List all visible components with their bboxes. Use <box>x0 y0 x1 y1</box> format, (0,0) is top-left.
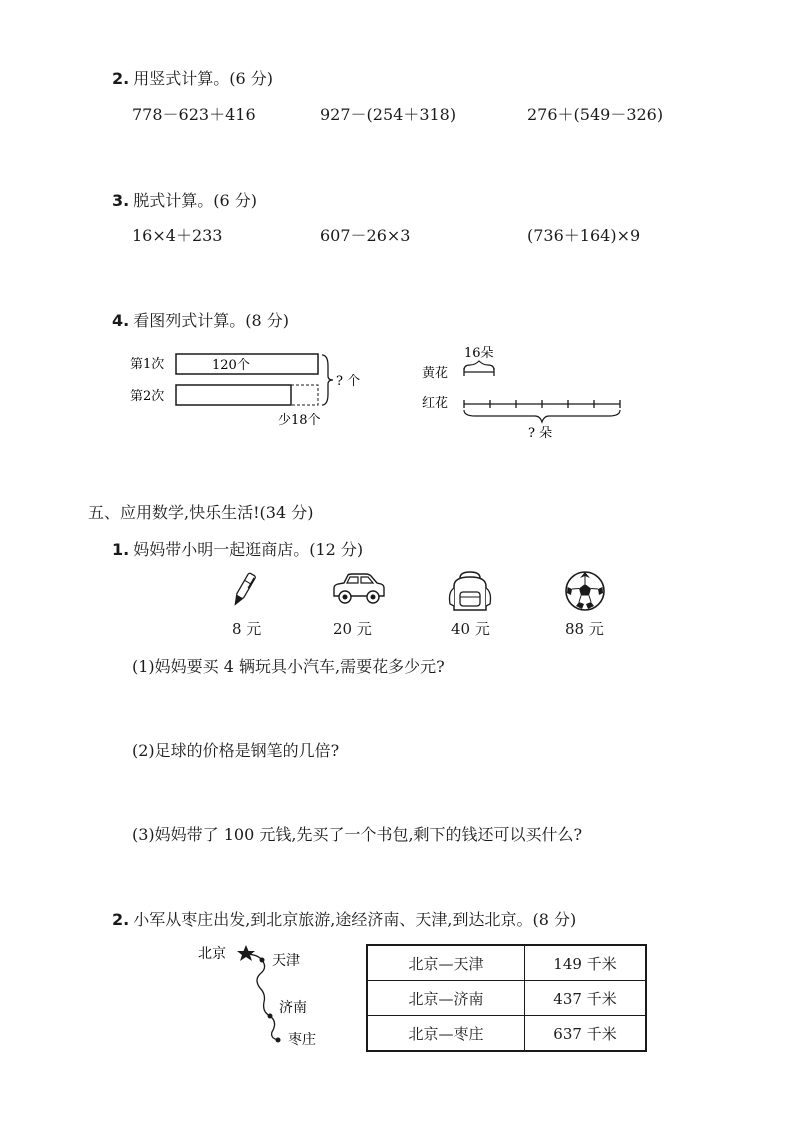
row2-label: 第2次 <box>130 389 165 404</box>
p2-heading <box>112 907 576 930</box>
p1-heading <box>112 537 363 560</box>
q2-expr-1: 778－623＋416 <box>132 105 256 124</box>
p2-title: 小军从枣庄出发,到北京旅游,途经济南、天津,到达北京。(8 分) <box>133 910 577 929</box>
section5-title: 五、应用数学,快乐生活!(34 分) <box>88 503 314 522</box>
car-price: 20 元 <box>333 620 372 638</box>
table-row <box>367 981 646 1016</box>
route-cell: 北京—天津 <box>367 945 525 981</box>
p1-sub-1: (1)妈妈要买 4 辆玩具小汽车,需要花多少元? <box>132 657 445 676</box>
less-label: 少18个 <box>278 413 321 428</box>
ball-price: 88 元 <box>565 620 604 638</box>
map-beijing-label: 北京 <box>198 946 226 962</box>
p1-number: 1. <box>112 540 130 559</box>
yellow-value: 16朵 <box>464 346 494 361</box>
pen-price: 8 元 <box>232 620 262 638</box>
zaozhuang-dot <box>276 1038 281 1043</box>
q4-heading <box>112 308 289 331</box>
red-label: 红花 <box>422 396 449 411</box>
map-jinan-label: 济南 <box>279 1000 307 1016</box>
q4-bar-diagram <box>128 348 378 433</box>
p1-sub-3: (3)妈妈带了 100 元钱,先买了一个书包,剩下的钱还可以买什么? <box>132 825 583 844</box>
q4-title: 看图列式计算。(8 分) <box>133 311 289 330</box>
route-map <box>196 940 346 1052</box>
q4-segment-diagram <box>420 340 630 445</box>
q2-expr-2: 927－(254＋318) <box>320 105 457 124</box>
distance-cell: 637 千米 <box>525 1016 647 1052</box>
total-question: ? 个 <box>336 374 361 389</box>
beijing-star-icon <box>237 945 255 961</box>
q3-expr-2: 607－26×3 <box>320 226 411 245</box>
total-brace <box>322 355 333 405</box>
q3-title: 脱式计算。(6 分) <box>133 191 257 210</box>
pen-icon <box>228 570 258 612</box>
q3-number: 3. <box>112 191 130 210</box>
p1-title: 妈妈带小明一起逛商店。(12 分) <box>133 540 364 559</box>
row1-label: 第1次 <box>130 357 165 372</box>
bag-price: 40 元 <box>451 620 490 638</box>
toy-car-icon <box>330 572 386 608</box>
q2-expr-3: 276＋(549－326) <box>527 105 664 124</box>
q3-expr-3: (736＋164)×9 <box>527 226 641 245</box>
route-cell: 北京—枣庄 <box>367 1016 525 1052</box>
q2-number: 2. <box>112 69 130 88</box>
schoolbag-icon <box>446 570 494 612</box>
row2-bar <box>176 385 291 405</box>
q3-expr-1: 16×4＋233 <box>132 226 223 245</box>
p2-number: 2. <box>112 910 130 929</box>
distance-cell: 437 千米 <box>525 981 647 1016</box>
q2-heading <box>112 66 273 89</box>
distance-table <box>366 944 647 1052</box>
yellow-label: 黄花 <box>422 366 449 381</box>
red-brace <box>464 410 620 422</box>
distance-cell: 149 千米 <box>525 945 647 981</box>
tianjin-dot <box>260 958 265 963</box>
row1-value: 120个 <box>212 358 250 373</box>
p1-sub-2: (2)足球的价格是钢笔的几倍? <box>132 741 340 760</box>
q3-heading <box>112 188 257 211</box>
jinan-dot <box>268 1014 273 1019</box>
q4-number: 4. <box>112 311 130 330</box>
route-cell: 北京—济南 <box>367 981 525 1016</box>
row2-missing-part <box>291 385 318 405</box>
yellow-brace <box>464 361 494 370</box>
football-icon <box>564 570 606 612</box>
table-row <box>367 1016 646 1052</box>
red-value: ? 朵 <box>528 426 553 441</box>
map-zaozhuang-label: 枣庄 <box>288 1032 316 1048</box>
table-row <box>367 945 646 981</box>
map-tianjin-label: 天津 <box>272 953 300 969</box>
q2-title: 用竖式计算。(6 分) <box>133 69 273 88</box>
